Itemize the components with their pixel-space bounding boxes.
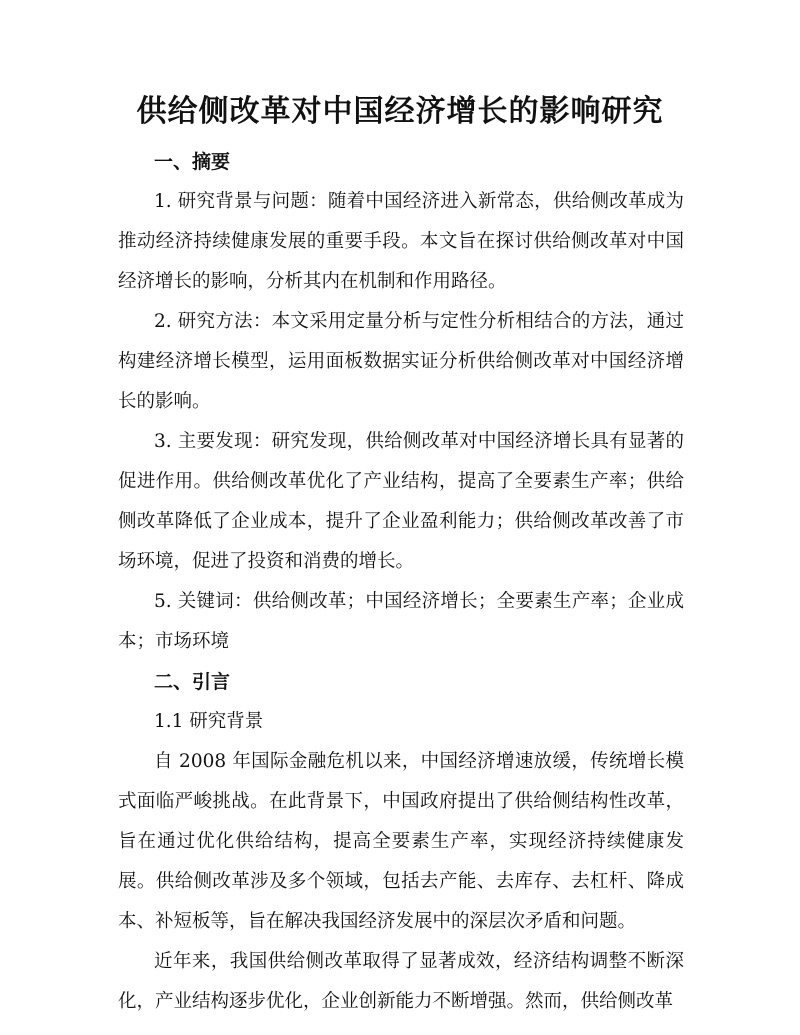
introduction-heading: 二、引言 — [154, 671, 231, 693]
abstract-item-findings: 3. 主要发现：研究发现，供给侧改革对中国经济增长具有显著的促进作用。供给侧改革优化了产业结构，提高了全要素生产率；供给侧改革降低了企业成本，提升了企业盈利能力；供给侧改革改善了市场环境，促进了投资和消费的增长。 — [118, 431, 684, 572]
abstract-item-method: 2. 研究方法：本文采用定量分析与定性分析相结合的方法，通过构建经济增长模型，运用面板数据实证分析供给侧改革对中国经济增长的影响。 — [118, 311, 684, 412]
introduction-paragraph: 自 2008 年国际金融危机以来，中国经济增速放缓，传统增长模式面临严峻挑战。在此背景下，中国政府提出了供给侧结构性改革，旨在通过优化供给结构，提高全要素生产率，实现经济持续健康发展。供给侧改革涉及多个领域，包括去产能、去库存、去杠杆、降成本、补短板等，旨在解决我国经济发展中的深层次矛盾和问题。 — [118, 751, 684, 932]
introduction-paragraph: 近年来，我国供给侧改革取得了显著成效，经济结构调整不断深化，产业结构逐步优化，企业创新能力不断增强。然而，供给侧改革 — [118, 951, 684, 1012]
document-title: 供给侧改革对中国经济增长的影响研究 — [136, 94, 664, 129]
abstract-heading: 一、摘要 — [154, 151, 231, 173]
abstract-item-keywords: 5. 关键词：供给侧改革；中国经济增长；全要素生产率；企业成本；市场环境 — [118, 591, 684, 652]
abstract-item-background: 1. 研究背景与问题：随着中国经济进入新常态，供给侧改革成为推动经济持续健康发展的重要手段。本文旨在探讨供给侧改革对中国经济增长的影响，分析其内在机制和作用路径。 — [118, 191, 684, 292]
introduction-subheading: 1.1 研究背景 — [154, 711, 264, 732]
document-body — [118, 142, 684, 1022]
